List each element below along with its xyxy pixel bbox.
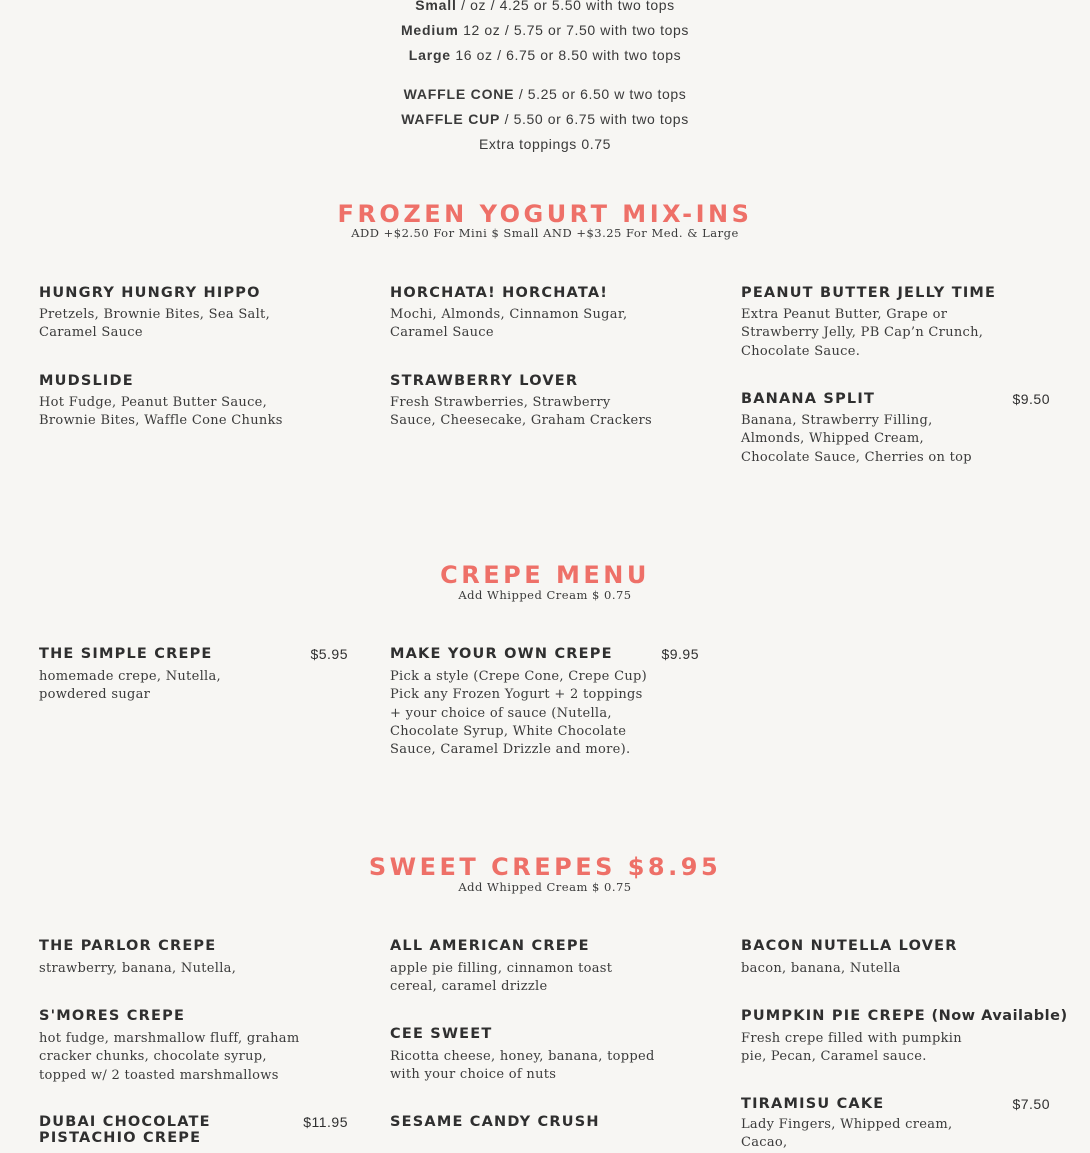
size-large-text: 16 oz / 6.75 or 8.50 with two tops xyxy=(450,47,682,63)
item-description: strawberry, banana, Nutella, xyxy=(39,961,237,976)
size-large-label: Large xyxy=(408,47,451,63)
menu-item xyxy=(39,646,289,705)
item-name: TIRAMISU CAKE xyxy=(741,1096,885,1112)
item-name: MUDSLIDE xyxy=(39,373,134,389)
item-description: Fresh Strawberries, Strawberry Sauce, Cheesecake, Graham Crackers xyxy=(390,395,652,429)
item-description: Banana, Strawberry Filling, Almonds, Whipped Cream, Chocolate Sauce, Cherries on top xyxy=(741,413,972,465)
item-name: ALL AMERICAN CREPE xyxy=(390,938,590,954)
item-name: BANANA SPLIT xyxy=(741,391,876,407)
crepe-menu-title: CREPE MENU xyxy=(440,561,650,589)
menu-item xyxy=(390,938,655,997)
crepe-menu-subtitle: Add Whipped Cream $ 0.75 xyxy=(458,588,632,602)
menu-item xyxy=(741,285,997,361)
item-description: bacon, banana, Nutella xyxy=(741,961,901,976)
item-description: Hot Fudge, Peanut Butter Sauce, Brownie Bites, Waffle Cone Chunks xyxy=(39,395,283,429)
item-name: SESAME CANDY CRUSH xyxy=(390,1114,600,1130)
item-price: $11.95 xyxy=(303,1114,348,1130)
menu-item xyxy=(741,1096,1001,1153)
menu-item xyxy=(390,373,660,431)
menu-item xyxy=(741,1008,1068,1067)
item-description: Lady Fingers, Whipped cream, Cacao, xyxy=(741,1117,953,1151)
size-medium-line xyxy=(0,22,1090,38)
availability-note: (Now Available) xyxy=(925,1008,1068,1024)
item-name: HORCHATA! HORCHATA! xyxy=(390,285,609,301)
menu-item xyxy=(39,1114,239,1146)
menu-item xyxy=(39,938,304,978)
menu-item xyxy=(390,285,660,343)
waffle-cup-label: WAFFLE CUP xyxy=(401,111,501,127)
item-name: MAKE YOUR OWN CREPE xyxy=(390,646,613,662)
item-price: $5.95 xyxy=(310,646,348,662)
menu-item xyxy=(390,1026,655,1085)
item-description: Fresh crepe filled with pumpkin pie, Pecan, Caramel sauce. xyxy=(741,1031,962,1065)
item-name: S'MORES CREPE xyxy=(39,1008,186,1024)
size-small-text: / oz / 4.25 or 5.50 with two tops xyxy=(456,0,675,13)
menu-item xyxy=(39,285,309,343)
sweet-crepes-title: SWEET CREPES $8.95 xyxy=(368,853,722,881)
extra-toppings: Extra toppings 0.75 xyxy=(478,136,612,152)
item-price: $7.50 xyxy=(1012,1096,1050,1112)
menu-item xyxy=(390,646,658,759)
item-name xyxy=(741,1008,1068,1024)
item-description: Pick a style (Crepe Cone, Crepe Cup) Pick any Frozen Yogurt + 2 toppings + your choice of sauce (Nutella, Chocolate Syrup, White Chocolate Sauce, Caramel Drizzle and more). xyxy=(390,669,647,758)
item-name: BACON NUTELLA LOVER xyxy=(741,938,958,954)
item-name: CEE SWEET xyxy=(390,1026,493,1042)
item-description: homemade crepe, Nutella, powdered sugar xyxy=(39,669,221,703)
item-name-text: PUMPKIN PIE CREPE xyxy=(741,1008,926,1024)
menu-item xyxy=(741,938,1006,978)
item-description: Pretzels, Brownie Bites, Sea Salt, Caramel Sauce xyxy=(39,307,271,341)
waffle-cone-text: / 5.25 or 6.50 w two tops xyxy=(514,86,687,102)
waffle-cup-line xyxy=(0,111,1090,127)
item-name: HUNGRY HUNGRY HIPPO xyxy=(39,285,261,301)
item-description: hot fudge, marshmallow fluff, graham cracker chunks, chocolate syrup, topped w/ 2 toasted marshmallows xyxy=(39,1031,300,1083)
sweet-crepes-subtitle: Add Whipped Cream $ 0.75 xyxy=(458,880,632,894)
item-price: $9.95 xyxy=(661,646,699,662)
item-name: THE PARLOR CREPE xyxy=(39,938,217,954)
waffle-cone-label: WAFFLE CONE xyxy=(403,86,515,102)
size-medium-text: 12 oz / 5.75 or 7.50 with two tops xyxy=(458,22,690,38)
item-description: Extra Peanut Butter, Grape or Strawberry Jelly, PB Cap’n Crunch, Chocolate Sauce. xyxy=(741,307,984,359)
item-name: THE SIMPLE CREPE xyxy=(39,646,213,662)
waffle-cup-text: / 5.50 or 6.75 with two tops xyxy=(500,111,689,127)
item-name: STRAWBERRY LOVER xyxy=(390,373,579,389)
size-small-label: Small xyxy=(415,0,457,13)
menu-item xyxy=(741,391,991,467)
menu-item xyxy=(390,1114,655,1130)
item-description: Mochi, Almonds, Cinnamon Sugar, Caramel Sauce xyxy=(390,307,628,341)
item-price: $9.50 xyxy=(1012,391,1050,407)
mixins-subtitle: ADD +$2.50 For Mini $ Small AND +$3.25 For Med. & Large xyxy=(351,226,739,240)
waffle-cone-line xyxy=(0,86,1090,102)
menu-item xyxy=(39,373,309,431)
size-large-line xyxy=(0,47,1090,63)
size-medium-label: Medium xyxy=(400,22,459,38)
item-name: DUBAI CHOCOLATE PISTACHIO CREPE xyxy=(39,1114,211,1146)
item-description: apple pie filling, cinnamon toast cereal, caramel drizzle xyxy=(390,961,613,995)
item-name: PEANUT BUTTER JELLY TIME xyxy=(741,285,997,301)
mixins-title: FROZEN YOGURT MIX-INS xyxy=(337,200,753,228)
menu-item xyxy=(39,1008,307,1085)
size-small-line xyxy=(0,0,1090,13)
item-description: Ricotta cheese, honey, banana, topped with your choice of nuts xyxy=(390,1049,655,1083)
